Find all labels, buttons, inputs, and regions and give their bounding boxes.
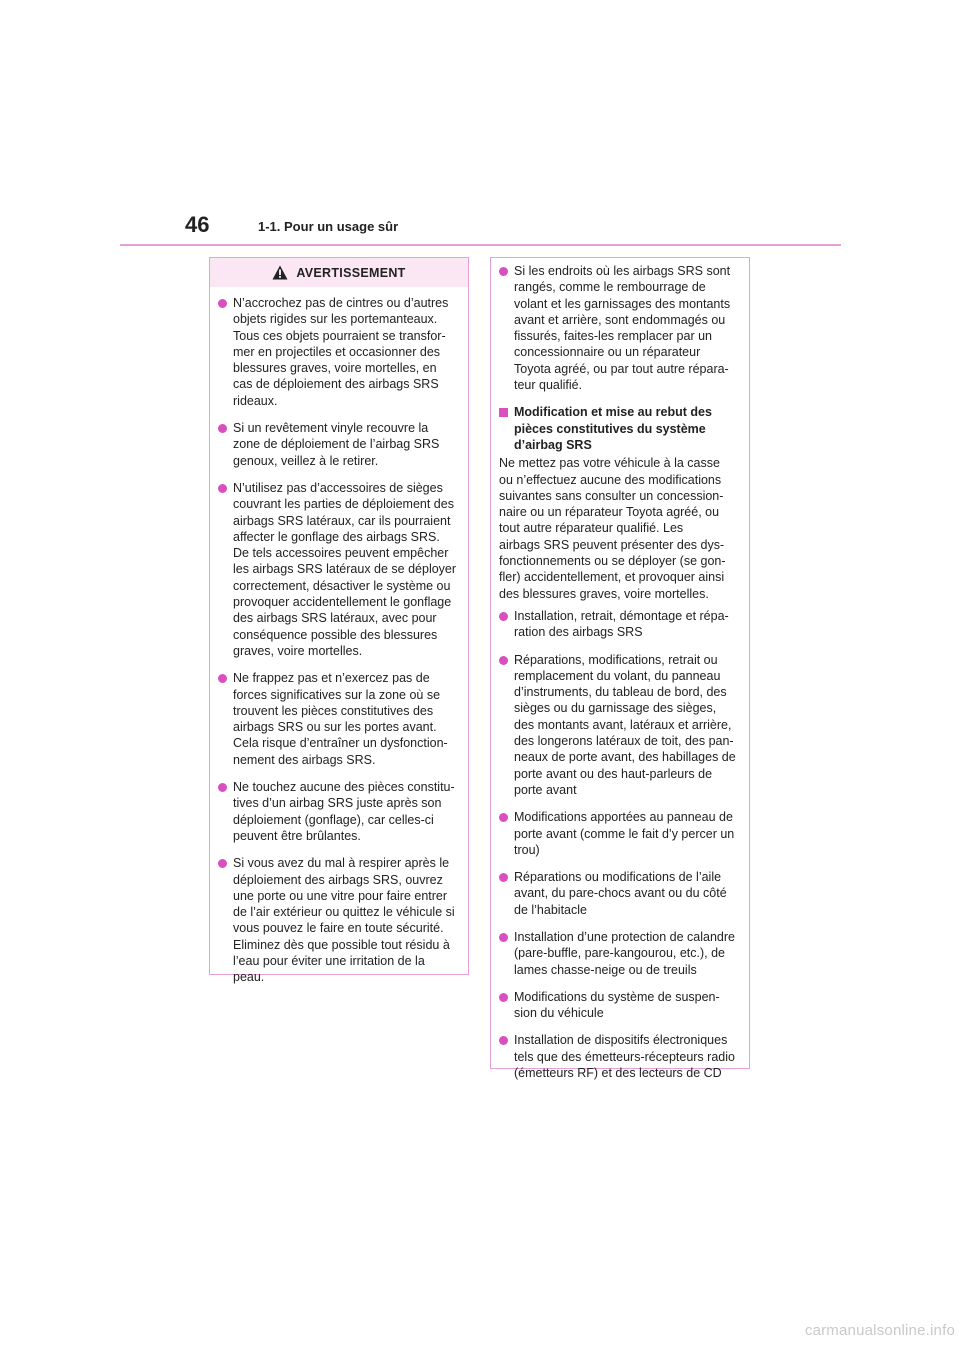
- list-item-text: Modifications du système de suspen- sion du véhicule: [514, 989, 720, 1021]
- list-item: [499, 869, 739, 918]
- warning-title: AVERTISSEMENT: [296, 265, 406, 280]
- list-item: [218, 855, 458, 985]
- subheading-text: Modification et mise au rebut des pièces constitutives du système d’airbag SRS: [514, 405, 712, 452]
- header-rule: [120, 244, 841, 246]
- list-item: [218, 670, 458, 768]
- bullet-icon: [499, 993, 508, 1002]
- continued-warning-box: [490, 257, 750, 1081]
- list-item: [499, 809, 739, 858]
- list-item-text: N’utilisez pas d’accessoires de sièges couvrant les parties de déploiement des airbags SRS latéraux, car ils pourraient affecter le gonflage des airbags SRS. De tels accessoires peuvent empêcher les airbags SRS latéraux de se déployer correctement, désactiver le système ou provoquer accidentellement le gonflage des airbags SRS latéraux, avec pour conséquence possible des blessures graves, voire mortelles.: [233, 480, 457, 658]
- bullet-icon: [499, 267, 508, 276]
- list-item-text: Installation, retrait, démontage et répa- ration des airbags SRS: [514, 608, 729, 640]
- bullet-icon: [499, 656, 508, 665]
- list-item-text: Modifications apportées au panneau de porte avant (comme le fait d’y percer un trou): [514, 810, 735, 857]
- continued-list: [491, 258, 749, 1081]
- list-item-text: Ne frappez pas et n’exercez pas de forces significatives sur la zone où se trouvent les pièces constitutives des airbags SRS ou sur les portes avant. Cela risque d’entraîner un dysfonction- nement des airbags SRS.: [233, 671, 448, 767]
- bullet-icon: [218, 859, 227, 868]
- bullet-icon: [499, 873, 508, 882]
- bullet-icon: [499, 612, 508, 621]
- list-item-text: Ne touchez aucune des pièces constitu- tives d’un airbag SRS juste après son déploiement (gonflage), car celles-ci peuvent être brûlantes.: [233, 780, 455, 843]
- list-item-text: Réparations ou modifications de l’aile avant, du pare-chocs avant ou du côté de l’habitacle: [514, 870, 727, 917]
- bullet-icon: [499, 933, 508, 942]
- list-item-text: Réparations, modifications, retrait ou remplacement du volant, du panneau d’instruments, du tableau de bord, des sièges ou du garnissage des sièges, des montants avant, latéraux et arrière, des longerons latéraux de toit, des pan- neaux de porte avant, des habillages de porte avant ou des haut-parleurs de porte avant: [514, 652, 736, 797]
- list-item-text: N’accrochez pas de cintres ou d’autres objets rigides sur les portemanteaux. Tous ces objets pourraient se transfor- mer en projectiles et occasionner des blessures graves, voire mortelles, en cas de déploiement des airbags SRS rideaux.: [233, 296, 449, 408]
- warning-triangle-icon: [272, 265, 288, 280]
- list-item: [218, 295, 458, 409]
- square-bullet-icon: [499, 408, 508, 417]
- bullet-icon: [218, 783, 227, 792]
- list-item-text: Installation de dispositifs électroniques tels que des émetteurs-récepteurs radio (émetteurs RF) et des lecteurs de CD: [514, 1033, 735, 1081]
- section-title: 1-1. Pour un usage sûr: [258, 219, 399, 234]
- warning-header: [210, 258, 468, 287]
- list-item-text: Si les endroits où les airbags SRS sont rangés, comme le rembourrage de volant et les garnissages des montants avant et arrière, sont endommagés ou fissurés, faites-les remplacer par un concessionnaire ou un réparateur Toyota agréé, ou par tout autre répara- teur qualifié.: [514, 264, 731, 393]
- list-item: [218, 480, 458, 659]
- bullet-icon: [218, 484, 227, 493]
- bullet-icon: [499, 1036, 508, 1045]
- list-item: [218, 420, 458, 469]
- bullet-icon: [499, 813, 508, 822]
- list-item: [499, 608, 739, 641]
- list-item: [499, 989, 739, 1022]
- watermark: carmanualsonline.info: [804, 1322, 955, 1339]
- bullet-icon: [218, 299, 227, 308]
- page-number: 46: [185, 212, 210, 237]
- list-item-text: Si vous avez du mal à respirer après le déploiement des airbags SRS, ouvrez une porte ou une vitre pour faire entrer de l’air extérieur ou quittez le véhicule si vous pouvez le faire en toute sécurité. Eliminez dès que possible tout résidu à l’eau pour éviter une irritation de la peau.: [233, 856, 455, 985]
- bullet-icon: [218, 424, 227, 433]
- warning-box: [209, 257, 469, 985]
- list-item: [499, 263, 739, 393]
- warning-list: [210, 287, 468, 986]
- list-item: [499, 652, 739, 799]
- list-item: [499, 929, 739, 978]
- list-item-text: Installation d’une protection de calandre (pare-buffle, pare-kangourou, etc.), de lames chasse-neige ou de treuils: [514, 929, 735, 977]
- subheading: [499, 404, 739, 453]
- list-item: [218, 779, 458, 844]
- list-item-text: Si un revêtement vinyle recouvre la zone de déploiement de l’airbag SRS genoux, veillez à le retirer.: [233, 421, 440, 468]
- body-paragraph: Ne mettez pas votre véhicule à la casse ou n’effectuez aucune des modifications suivantes sans consulter un concession- naire ou un réparateur Toyota agréé, ou tout autre réparateur qualifié. Les airbags SRS peuvent présenter des dys- fonctionnements ou se déployer (se gon- fler) accidentellement, et provoquer ainsi des blessures graves, voire mortelles.: [499, 456, 726, 601]
- list-item: [499, 1032, 739, 1081]
- bullet-icon: [218, 674, 227, 683]
